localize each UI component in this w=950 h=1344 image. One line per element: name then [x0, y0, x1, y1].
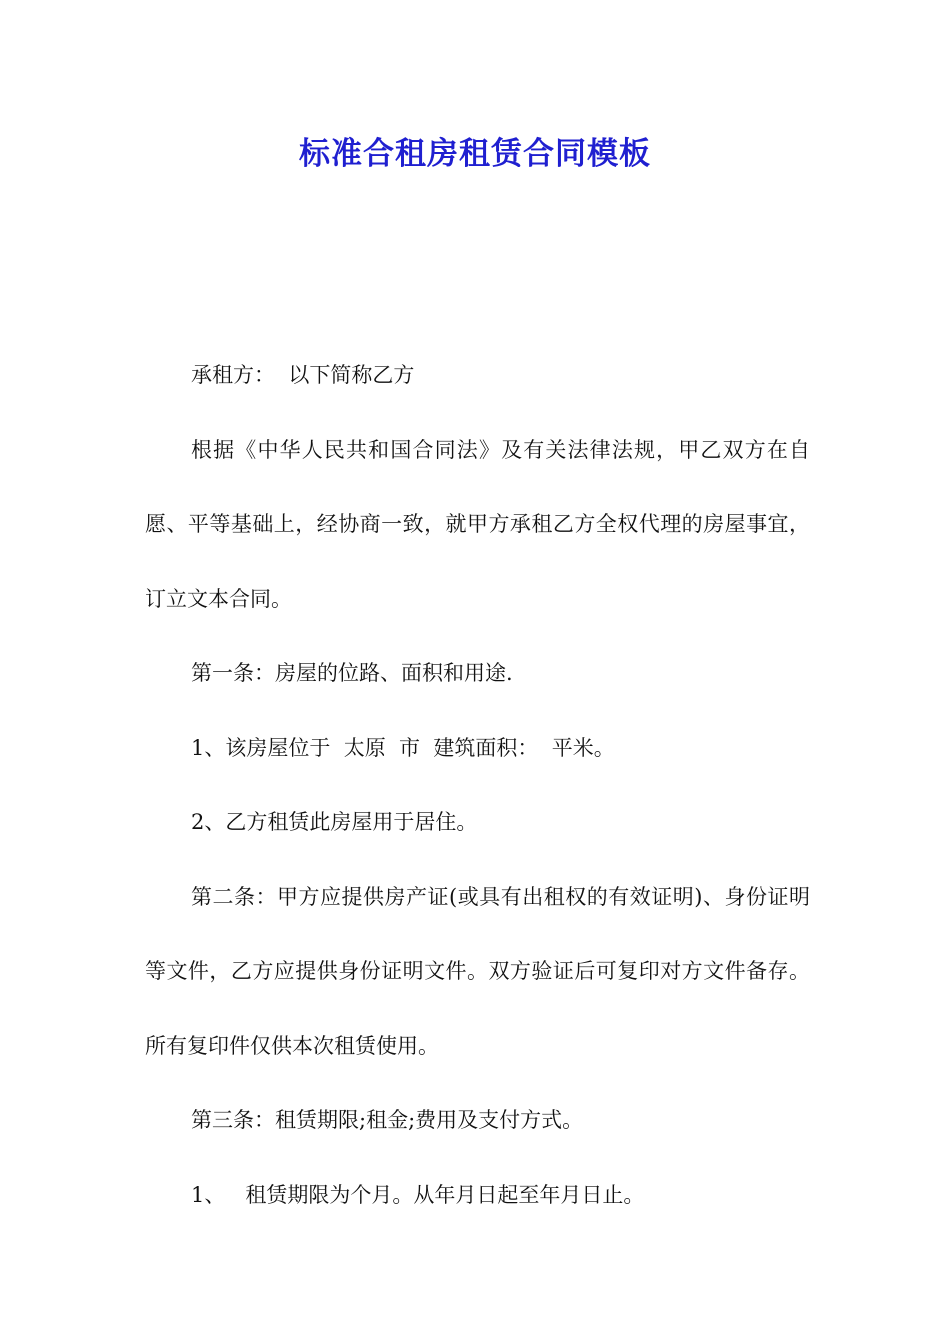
paragraph-article-1-item-1: 1、该房屋位于 太原 市 建筑面积： 平米。 — [191, 735, 615, 760]
paragraph-article-3: 第三条：租赁期限;租金;费用及支付方式。 — [191, 1108, 584, 1132]
paragraph-preamble: 根据《中华人民共和国合同法》及有关法律法规，甲乙双方在自愿、平等基础上，经协商一致，就甲方承租乙方全权代理的房屋事宜，订立文本合同。 — [145, 437, 810, 611]
paragraph-article-3-item-1: 1、 租赁期限为个月。从年月日起至年月日止。 — [191, 1182, 645, 1207]
document-body — [145, 338, 810, 1232]
paragraph-article-1: 第一条：房屋的位路、面积和用途. — [191, 661, 513, 685]
document-title: 标准合租房租赁合同模板 — [299, 136, 651, 172]
paragraph-article-1-item-2: 2、乙方租赁此房屋用于居住。 — [191, 810, 478, 834]
paragraph-article-2: 第二条：甲方应提供房产证(或具有出租权的有效证明)、身份证明等文件，乙方应提供身份证明文件。双方验证后可复印对方文件备存。所有复印件仅供本次租赁使用。 — [145, 884, 810, 1058]
paragraph-tenant: 承租方： 以下简称乙方 — [191, 363, 415, 387]
